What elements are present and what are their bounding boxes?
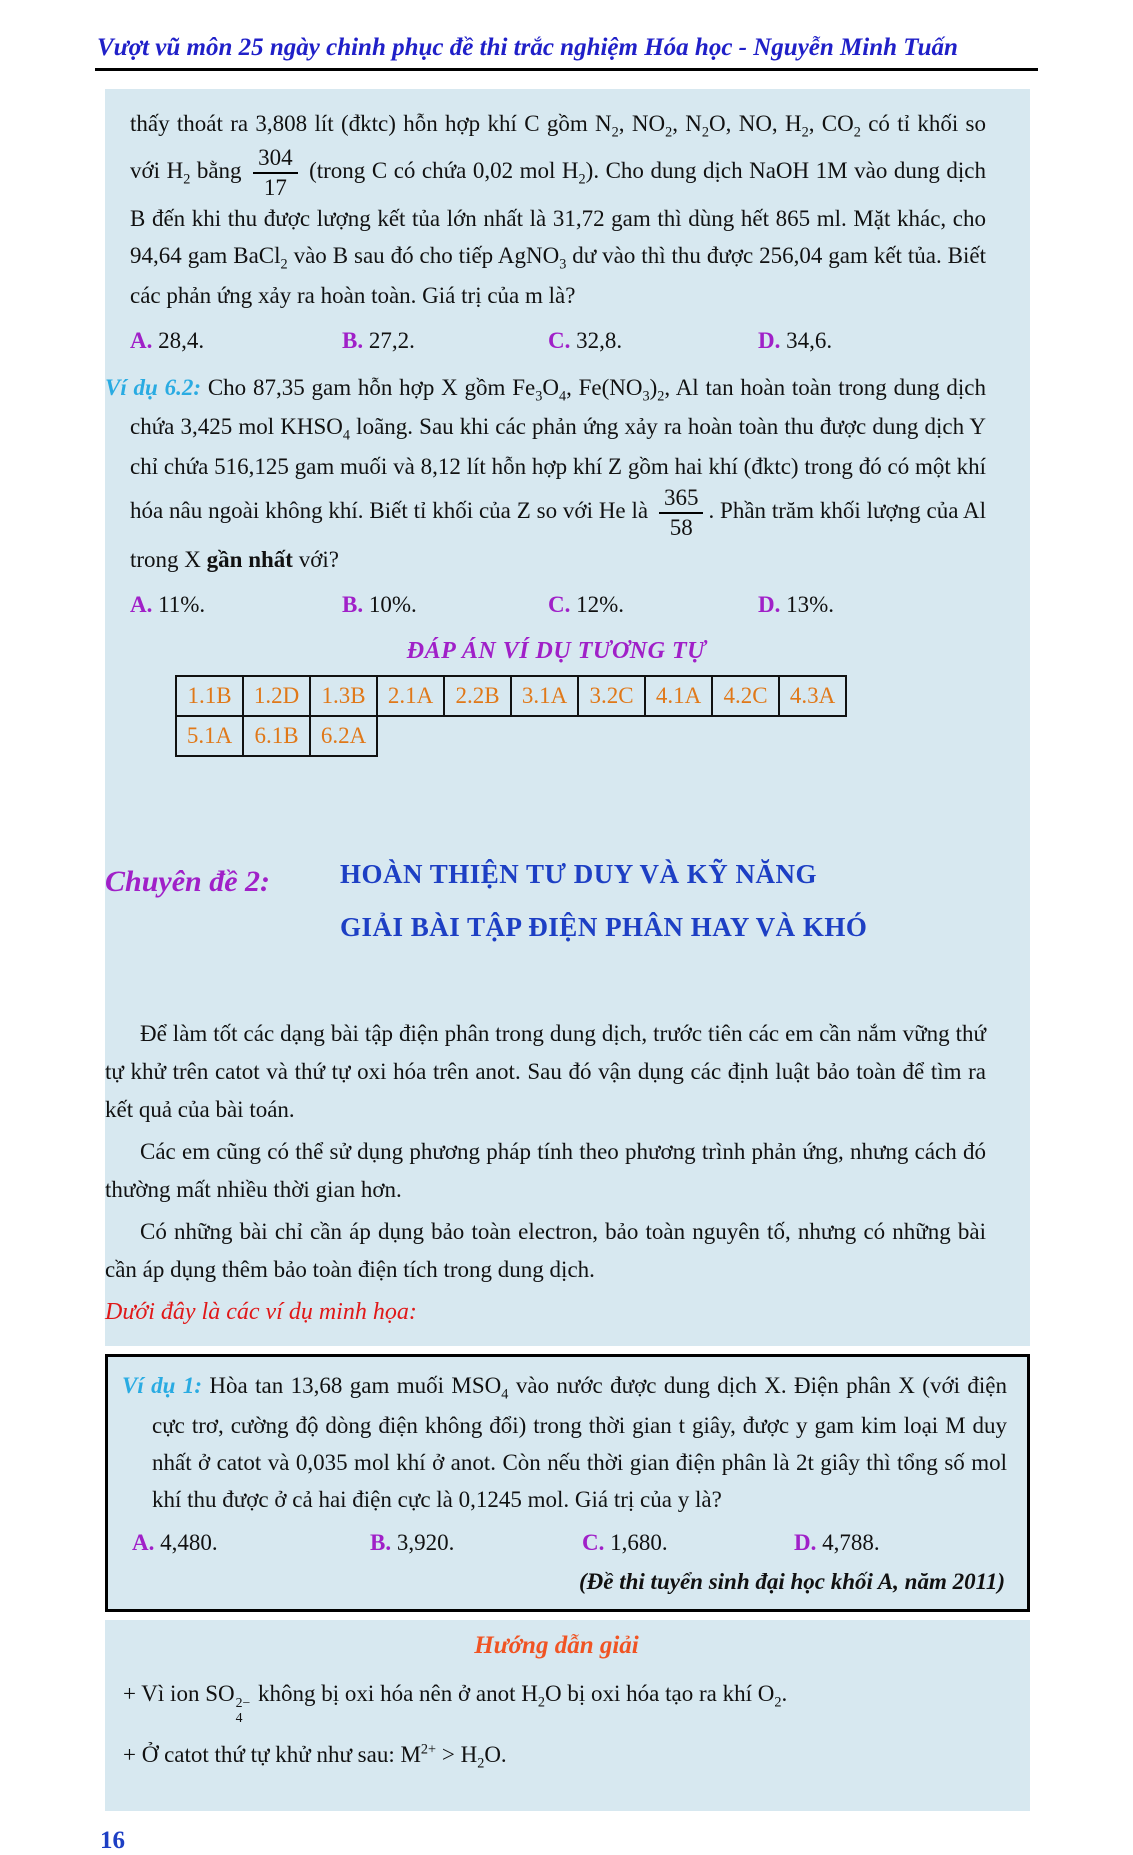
solution-line-2: + Ở catot thứ tự khử như sau: $M^{2+} > H_2O$. <box>123 1741 507 1772</box>
table-cell: 6.2A <box>310 716 377 756</box>
option-a: A. 11%. <box>130 591 206 617</box>
chapter-title <box>340 861 867 967</box>
option-d: D. 34,6. <box>758 328 833 354</box>
example-1-box <box>105 1354 1030 1612</box>
option-a: A. 4,480. <box>132 1530 218 1556</box>
intro-paragraph-1: Để làm tốt các dạng bài tập điện phân trong dung dịch, trước tiên các em cần nắm vững thứ tự khử trên catot và thứ tự oxi hóa trên anot. Sau đó vận dụng các định luật bảo toàn để tìm ra kết quả của bài toán. <box>105 1021 986 1123</box>
table-cell: 1.1B <box>176 676 243 716</box>
page-header <box>95 34 1038 71</box>
option-b: B. 27,2. <box>342 328 415 354</box>
option-b: B. 3,920. <box>370 1530 455 1556</box>
example-6-2-text: Cho 87,35 gam hỗn hợp X gồm $Fe_3O_4$, $Fe(NO_3)_2$, Al tan hoàn toàn trong dung dịch chứa 3,425 mol $KHSO_4$ loãng. Sau khi các phản ứng xảy ra hoàn toàn thu được dung dịch Y chỉ chứa 516,125 gam muối và 8,12 lít hỗn hợp khí Z gồm hai khí (đktc) trong đó có một khí hóa nâu ngoài không khí. Biết tỉ khối của Z so với He là $\frac{365}{58}$ . Phần trăm khối lượng của Al trong X gần nhất với? <box>130 374 986 572</box>
options-row-example-1 <box>122 1520 1013 1567</box>
book-title: Vượt vũ môn 25 ngày chinh phục đề thi trắc nghiệm Hóa học - Nguyễn Minh Tuấn <box>97 34 958 61</box>
chapter-title-line-2: GIẢI BÀI TẬP ĐIỆN PHÂN HAY VÀ KHÓ <box>340 912 868 943</box>
table-cell: 3.1A <box>511 676 578 716</box>
example-1-label: Ví dụ 1: <box>122 1372 202 1398</box>
options-row-6-1 <box>105 318 1008 365</box>
option-c: C. 1,680. <box>582 1530 668 1556</box>
problem-6-1-paragraph: thấy thoát ra 3,808 lít (đktc) hỗn hợp khí C gồm $N_2$, $NO_2$, $N_2O$, NO, $H_2$, $CO_2$ có tỉ khối so với $H_2$ bằng $\frac{304}{17}$ (trong C có chứa 0,02 mol $H_2$). Cho dung dịch NaOH 1M vào dung dịch B đến khi thu được lượng kết tủa lớn nhất là 31,72 gam thì dùng hết 865 ml. Mặt khác, cho 94,64 gam BaCl$_2$ vào B sau đó cho tiếp AgNO$_3$ dư vào thì thu được 256,04 gam kết tủa. Biết các phản ứng xảy ra hoàn toàn. Giá trị của m là? <box>130 111 987 308</box>
chapter-label: Chuyên đề 2: <box>105 865 270 899</box>
examples-intro-line: Dưới đây là các ví dụ minh họa: <box>105 1298 417 1325</box>
option-b: B. 10%. <box>342 591 417 617</box>
solution-heading: Hướng dẫn giải <box>474 1631 639 1659</box>
table-cell: 1.2D <box>243 676 310 716</box>
chapter-title-line-1: HOÀN THIỆN TƯ DUY VÀ KỸ NĂNG <box>340 859 818 890</box>
example-6-2-label: Ví dụ 6.2: <box>105 374 202 400</box>
table-cell: 4.3A <box>779 676 846 716</box>
intro-paragraph-3: Có những bài chỉ cần áp dụng bảo toàn electron, bảo toàn nguyên tố, nhưng có những bài cần áp dụng thêm bảo toàn điện tích trong dung dịch. <box>105 1219 986 1282</box>
table-cell: 5.1A <box>176 716 243 756</box>
solution-line-1: + Vì ion SO 2− 4 không bị oxi hóa nên ở anot $H_2O$ bị oxi hóa tạo ra khí $O_2$. <box>123 1680 788 1725</box>
intro-paragraph-2: Các em cũng có thể sử dụng phương pháp tính theo phương trình phản ứng, nhưng cách đó thường mất nhiều thời gian hơn. <box>105 1139 986 1203</box>
table-cell: 2.2B <box>444 676 511 716</box>
table-cell: 2.1A <box>377 676 444 716</box>
example-1-paragraph <box>122 1365 1013 1520</box>
main-blue-block <box>105 89 1030 1346</box>
chapter-intro <box>105 1013 1008 1336</box>
table-cell: 6.1B <box>243 716 310 756</box>
table-cell: 1.3B <box>310 676 377 716</box>
exam-source: (Đề thi tuyển sinh đại học khối A, năm 2011) <box>579 1568 1005 1594</box>
chapter-heading <box>105 861 1008 967</box>
options-row-6-2 <box>105 582 1008 629</box>
answers-table-row-1 <box>176 676 846 716</box>
answers-heading: ĐÁP ÁN VÍ DỤ TƯƠNG TỰ <box>406 638 707 665</box>
option-d: D. 4,788. <box>794 1530 880 1556</box>
answers-table-row-2 <box>176 716 846 756</box>
answers-table <box>175 675 847 757</box>
option-c: C. 12%. <box>548 591 625 617</box>
example-6-2-paragraph <box>105 365 1008 582</box>
table-cell: 4.1A <box>645 676 712 716</box>
content-column <box>105 89 1030 1811</box>
table-cell: 3.2C <box>578 676 645 716</box>
table-cell: 4.2C <box>712 676 779 716</box>
page-number: 16 <box>100 1827 125 1855</box>
solution-block <box>105 1620 1030 1812</box>
option-d: D. 13%. <box>758 591 835 617</box>
example-1-text: Hòa tan 13,68 gam muối $MSO_4$ vào nước được dung dịch X. Điện phân X (với điện cực trơ, cường độ dòng điện không đổi) trong thời gian t giây, được y gam kim loại M duy nhất ở catot và 0,035 mol khí ở anot. Còn nếu thời gian điện phân là 2t giây thì tổng số mol khí thu được ở cả hai điện cực là 0,1245 mol. Giá trị của y là? <box>152 1372 1007 1513</box>
option-a: A. 28,4. <box>130 328 205 354</box>
option-c: C. 32,8. <box>548 328 623 354</box>
